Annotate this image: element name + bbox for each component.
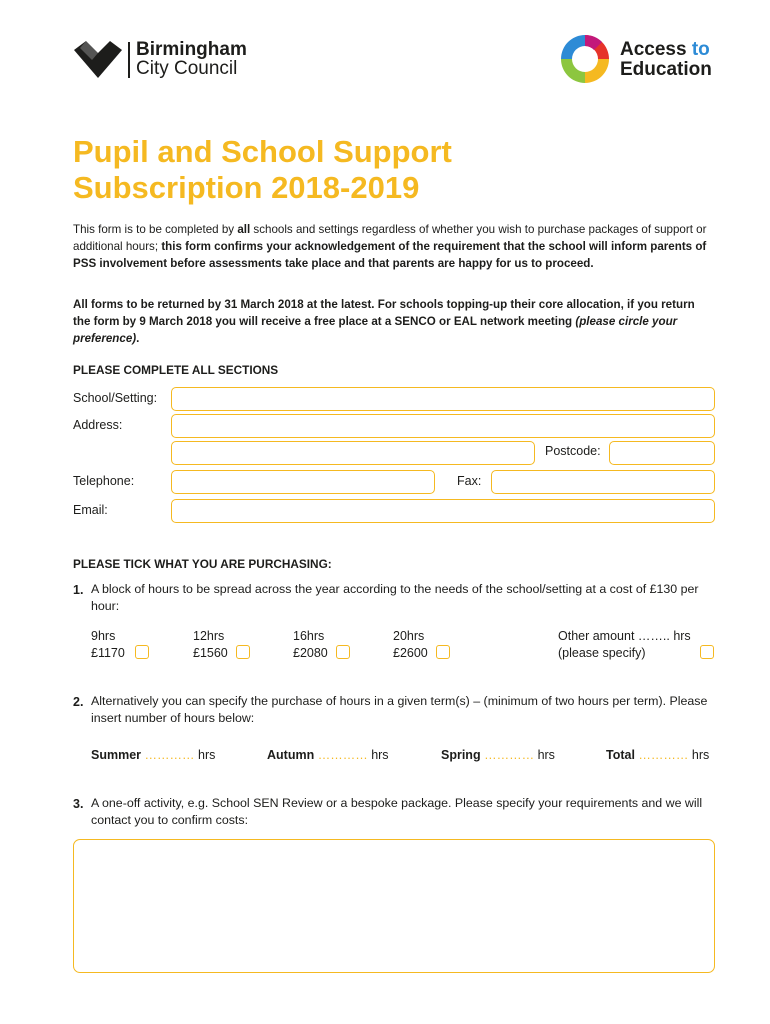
purchase-heading: PLEASE TICK WHAT YOU ARE PURCHASING: [73, 557, 332, 571]
term-autumn [267, 748, 389, 762]
intro-emphasis: all [237, 223, 251, 236]
item1-text: A block of hours to be spread across the year according to the needs of the school/setting at a cost of £130 per hour: [91, 582, 699, 613]
item2-text: Alternatively you can specify the purchase of hours in a given term(s) – (minimum of two hours per term). Please insert number of hours below: [91, 694, 708, 725]
term-dots[interactable]: ………… [484, 748, 535, 762]
ring-logo-icon [558, 32, 612, 86]
intro-paragraph-1 [73, 221, 713, 272]
item2-number: 2. [73, 695, 84, 709]
deadline-text: . [136, 332, 140, 345]
term-name: Summer [91, 748, 142, 762]
telephone-label: Telephone: [73, 474, 135, 488]
option-hours: 16hrs [293, 629, 325, 643]
intro-text: This form is to be completed by [73, 223, 238, 236]
ate-logo [558, 32, 728, 88]
option-9hrs-checkbox[interactable] [135, 645, 149, 659]
term-summer [91, 748, 215, 762]
option-hours: 20hrs [393, 629, 425, 643]
term-dots[interactable]: ………… [144, 748, 195, 762]
term-dots[interactable]: ………… [317, 748, 368, 762]
option-hours: 12hrs [193, 629, 225, 643]
bcc-name-line1: Birmingham [136, 39, 247, 60]
fax-label: Fax: [457, 474, 482, 488]
fax-input[interactable] [491, 470, 715, 494]
option-price: £1170 [91, 646, 125, 660]
bcc-name-line2: City Council [136, 58, 238, 79]
option-other [558, 628, 691, 662]
option-16hrs-checkbox[interactable] [336, 645, 350, 659]
term-unit: hrs [691, 748, 710, 762]
bcc-logo [72, 40, 272, 82]
postcode-input[interactable] [609, 441, 715, 465]
postcode-label: Postcode: [545, 444, 601, 458]
option-20hrs [393, 628, 428, 662]
page-title [73, 134, 452, 206]
ate-name-access: Access [620, 39, 687, 60]
telephone-input[interactable] [171, 470, 435, 494]
term-name: Total [606, 748, 635, 762]
option-12hrs-checkbox[interactable] [236, 645, 250, 659]
item3-text: A one-off activity, e.g. School SEN Review or a bespoke package. Please specify your requirements and we will contact you to confirm costs: [91, 796, 703, 827]
heart-logo-icon [72, 40, 124, 80]
ate-name-to: to [691, 39, 710, 60]
term-unit: hrs [537, 748, 555, 762]
intro-emphasis: this form confirms your acknowledgement of the requirement that the school will inform parents of PSS involvement before assessments take place and that parents are happy for us to proceed. [73, 240, 707, 270]
address-input-line2[interactable] [171, 441, 535, 465]
option-price: £2080 [293, 646, 328, 660]
term-unit: hrs [371, 748, 389, 762]
term-name: Autumn [267, 748, 315, 762]
option-other-checkbox[interactable] [700, 645, 714, 659]
term-unit: hrs [198, 748, 216, 762]
deadline-text: All forms to be returned by 31 March 2018 at the latest. For schools topping-up their core allocation, if you return the form by 9 March 2018 you will receive a free place at a SENCO or EAL network meeting [73, 298, 695, 328]
other-amount-label: Other amount …….. hrs [558, 629, 691, 643]
contact-heading: PLEASE COMPLETE ALL SECTIONS [73, 363, 279, 377]
intro-text: schools and settings regardless of whether you wish to purchase packages of support or additional hours; [73, 223, 707, 253]
term-spring [441, 748, 555, 762]
option-16hrs [293, 628, 328, 662]
title-line2: Subscription 2018-2019 [73, 170, 420, 205]
email-input[interactable] [171, 499, 715, 523]
term-name: Spring [441, 748, 481, 762]
deadline-note: (please circle your preference) [73, 315, 678, 345]
email-label: Email: [73, 503, 108, 517]
option-price: £1560 [193, 646, 228, 660]
other-amount-note: (please specify) [558, 646, 646, 660]
option-price: £2600 [393, 646, 428, 660]
option-hours: 9hrs [91, 629, 116, 643]
address-label: Address: [73, 418, 123, 432]
term-total [606, 748, 709, 762]
school-label: School/Setting: [73, 391, 158, 405]
option-9hrs [91, 628, 125, 662]
ate-name-education: Education [620, 59, 712, 80]
requirements-textarea[interactable] [73, 839, 715, 973]
item1-number: 1. [73, 583, 84, 597]
title-line1: Pupil and School Support [73, 134, 452, 169]
term-dots[interactable]: ………… [638, 748, 689, 762]
school-input[interactable] [171, 387, 715, 411]
option-20hrs-checkbox[interactable] [436, 645, 450, 659]
option-12hrs [193, 628, 228, 662]
item3-number: 3. [73, 797, 84, 811]
intro-paragraph-2 [73, 296, 713, 347]
address-input-line1[interactable] [171, 414, 715, 438]
